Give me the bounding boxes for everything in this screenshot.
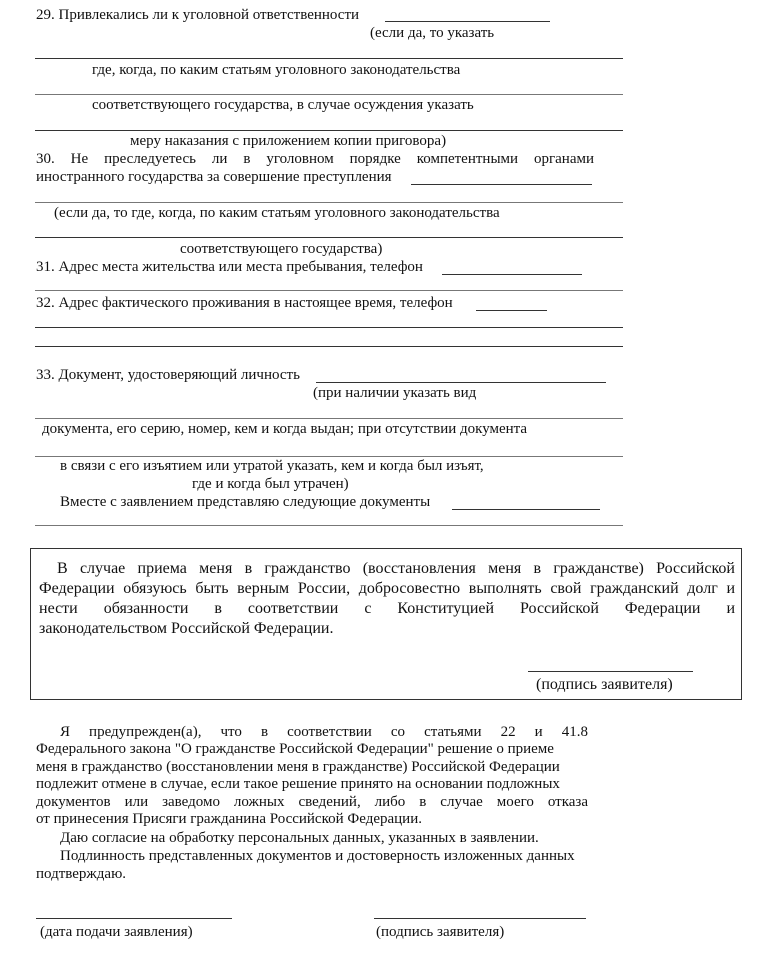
oath-line-4: законодательством Российской Федерации. bbox=[39, 620, 334, 637]
signature-caption: (подпись заявителя) bbox=[376, 924, 505, 940]
q30-answer-line-2[interactable] bbox=[35, 237, 623, 238]
q30-answer-line-1[interactable] bbox=[35, 202, 623, 203]
q29-hint-3: соответствующего государства, в случае осуждения указать bbox=[92, 97, 474, 113]
oath-signature-field[interactable] bbox=[528, 671, 693, 672]
q32-answer-field[interactable] bbox=[476, 310, 547, 311]
date-caption: (дата подачи заявления) bbox=[40, 924, 193, 940]
q32-label: 32. Адрес фактического проживания в настоящее время, телефон bbox=[36, 295, 453, 311]
warning-line-2: Федерального закона "О гражданстве Российской Федерации" решение о приеме bbox=[36, 741, 554, 757]
warning-line-5: документов или заведомо ложных сведений, либо в случае моего отказа bbox=[36, 794, 588, 810]
warning-line-3: меня в гражданство (восстановлении меня в гражданстве) Российской Федерации bbox=[36, 759, 560, 775]
q29-hint-2: где, когда, по каким статьям уголовного законодательства bbox=[92, 62, 461, 78]
q29-answer-line-1[interactable] bbox=[35, 58, 623, 59]
q29-answer-field[interactable] bbox=[385, 21, 550, 22]
warning-line-6: от принесения Присяги гражданина Российской Федерации. bbox=[36, 811, 422, 827]
q33-answer-line-1[interactable] bbox=[35, 418, 623, 419]
q33-hint-4: где и когда был утрачен) bbox=[192, 476, 349, 492]
date-field[interactable] bbox=[36, 918, 232, 919]
q30-answer-field[interactable] bbox=[411, 184, 592, 185]
attachments-answer-line[interactable] bbox=[35, 525, 623, 526]
warning-line-1: Я предупрежден(а), что в соответствии со статьями 22 и 41.8 bbox=[60, 724, 588, 740]
attachments-label: Вместе с заявлением представляю следующие документы bbox=[60, 494, 431, 510]
authenticity-line-1: Подлинность представленных документов и достоверность изложенных данных bbox=[60, 848, 575, 864]
q29-answer-line-2[interactable] bbox=[35, 94, 623, 95]
q31-answer-line[interactable] bbox=[35, 290, 623, 291]
q29-label: 29. Привлекались ли к уголовной ответственности bbox=[36, 7, 360, 23]
q29-hint-1: (если да, то указать bbox=[370, 25, 495, 41]
q32-answer-line-2[interactable] bbox=[35, 346, 623, 347]
q30-hint-2: соответствующего государства) bbox=[180, 241, 383, 257]
q33-hint-2: документа, его серию, номер, кем и когда выдан; при отсутствии документа bbox=[42, 421, 528, 437]
authenticity-line-2: подтверждаю. bbox=[36, 866, 127, 882]
signature-field[interactable] bbox=[374, 918, 586, 919]
oath-line-3: нести обязанности в соответствии с Конституцией Российской Федерации и bbox=[39, 600, 735, 617]
q32-answer-line-1[interactable] bbox=[35, 327, 623, 328]
q29-answer-line-3[interactable] bbox=[35, 130, 623, 131]
q29-hint-4: меру наказания с приложением копии приговора) bbox=[130, 133, 447, 149]
q33-hint-3: в связи с его изъятием или утратой указать, кем и когда был изъят, bbox=[60, 458, 484, 474]
oath-signature-caption: (подпись заявителя) bbox=[536, 676, 673, 693]
consent-text: Даю согласие на обработку персональных данных, указанных в заявлении. bbox=[60, 830, 539, 846]
oath-line-2: Федерации обязуюсь быть верным России, добросовестно выполнять свой гражданский долг и bbox=[39, 580, 735, 597]
q30-label-line-2: иностранного государства за совершение преступления bbox=[36, 169, 392, 185]
q31-label: 31. Адрес места жительства или места пребывания, телефон bbox=[36, 259, 423, 275]
q33-label: 33. Документ, удостоверяющий личность bbox=[36, 367, 300, 383]
q33-answer-field[interactable] bbox=[316, 382, 606, 383]
oath-box bbox=[30, 548, 742, 700]
oath-line-1: В случае приема меня в гражданство (восстановления меня в гражданстве) Российской bbox=[57, 560, 735, 577]
warning-line-4: подлежит отмене в случае, если такое решение принято на основании подложных bbox=[36, 776, 560, 792]
q30-hint-1: (если да, то где, когда, по каким статьям уголовного законодательства bbox=[54, 205, 500, 221]
q33-hint-1: (при наличии указать вид bbox=[313, 385, 477, 401]
attachments-answer-field[interactable] bbox=[452, 509, 600, 510]
q31-answer-field[interactable] bbox=[442, 274, 582, 275]
q30-label-line-1: 30. Не преследуетесь ли в уголовном порядке компетентными органами bbox=[36, 151, 594, 167]
